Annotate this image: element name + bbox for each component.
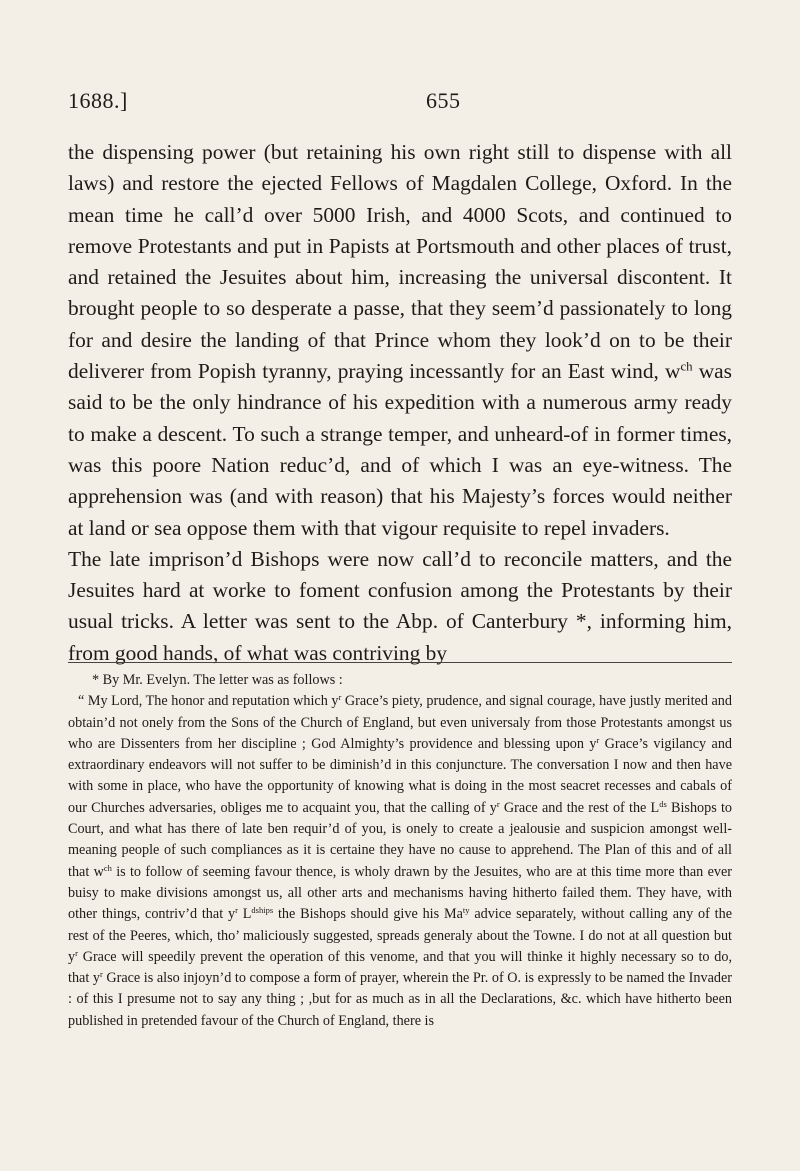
letter-sup: r xyxy=(235,905,238,916)
running-header xyxy=(68,88,728,118)
letter-seg: the Bishops should give his Ma xyxy=(273,906,463,923)
letter-seg: Grace will speedily prevent the operation of this venome, and that you will thinke it highly necessary so to do, that y xyxy=(68,948,732,987)
letter-seg: Bishops to Court, and what has there of late ben requir’d of you, is onely to create a jealousie and suspicion amongst well-meaning people of such compliances as it is certaine they have no cause to apprehend. The Plan of this and of all that w xyxy=(68,799,733,880)
paragraph-1 xyxy=(68,137,732,544)
letter-sup: r xyxy=(99,969,103,980)
letter-sup: r xyxy=(596,734,600,745)
footnote xyxy=(68,670,732,1032)
letter-seg: advice separately, without calling any of the rest of the Peeres, which, tho’ maliciously suggested, spreads generaly about the Towne. I do not at all question but y xyxy=(68,906,733,965)
letter-seg: Grace’s vigilancy and extraordinary endeavors will not suffer to be diminish’d in this conjuncture. The conversation I now and then have with some in place, who have the opportunity of knowing what is doing in the most seacret recesses and cabals of our Churches adversaries, obliges me to acquaint you, that the calling of y xyxy=(68,735,733,816)
letter-seg: Grace is also injoyn’d to compose a form of prayer, wherein the Pr. of O. is expressly to be named the Invader : of this I presume not to say any thing ; ,but for as much as in all the Declarations, &c. which have hitherto been published in pretended favour of the Church of England, there is xyxy=(68,970,732,1029)
footnote-letter xyxy=(68,691,732,1032)
footnote-divider xyxy=(68,662,732,663)
superscript-ch: ch xyxy=(680,359,693,374)
main-text xyxy=(68,137,732,669)
letter-seg: Grace’s piety, prudence, and signal courage, have justly merited and obtain’d not onely from the Sons of the Church of England, but even universaly from those Protestants amongst us who are Dissenters from her discipline ; God Almighty’s providence and blessing upon y xyxy=(68,693,732,752)
letter-sup: ch xyxy=(103,862,112,873)
letter-seg: is to follow of seeming favour thence, is wholy drawn by the Jesuites, who are at this time more than ever buisy to make divisions amongst us, all other arts and mechanisms having hitherto failed them. They have, with other things, contriv’d that y xyxy=(68,863,732,923)
letter-sup: r xyxy=(75,947,78,958)
letter-sup: ty xyxy=(462,905,470,916)
page-number: 655 xyxy=(426,88,461,113)
chapter-year: 1688.] xyxy=(68,88,128,113)
letter-sup: ds xyxy=(659,798,667,809)
letter-sup: r xyxy=(338,692,342,703)
footnote-reference: * By Mr. Evelyn. The letter was as follows : xyxy=(92,672,343,688)
letter-sup: r xyxy=(496,798,500,809)
letter-seg: “ My Lord, The honor and reputation which y xyxy=(78,693,339,710)
letter-seg: Grace and the rest of the L xyxy=(499,799,660,816)
paragraph-1-text-a: the dispensing power (but retaining his own right still to dispense with all laws) and restore the ejected Fellows of Magdalen College, Oxford. In the mean time he call’d over 5000 Irish, and 4000 Scots, and continued to remove Protestants and put in Papists at Portsmouth and other places of trust, and retained the Jesuites about him, increasing the universal discontent. It brought people to so desperate a passe, that they seem’d passionately to long for and desire the landing of that Prince whom they look’d on to be their deliverer from Popish tyranny, praying incessantly for an East wind, w xyxy=(68,140,732,384)
paragraph-1-text-b: was said to be the only hindrance of his expedition with a numerous army ready to make a descent. To such a strange temper, and unheard-of in former times, was this poore Nation reduc’d, and of which I was an eye-witness. The apprehension was (and with reason) that his Majesty’s forces would neither at land or sea oppose them with that vigour requisite to repel invaders. xyxy=(68,359,732,540)
paragraph-2: The late imprison’d Bishops were now call’d to reconcile matters, and the Jesuites hard at worke to foment confusion among the Protestants by their usual tricks. A letter was sent to the Abp. of Canterbury *, informing him, from good hands, of what was contriving by xyxy=(68,546,732,665)
letter-sup: dships xyxy=(251,905,274,916)
letter-seg: L xyxy=(237,906,252,923)
